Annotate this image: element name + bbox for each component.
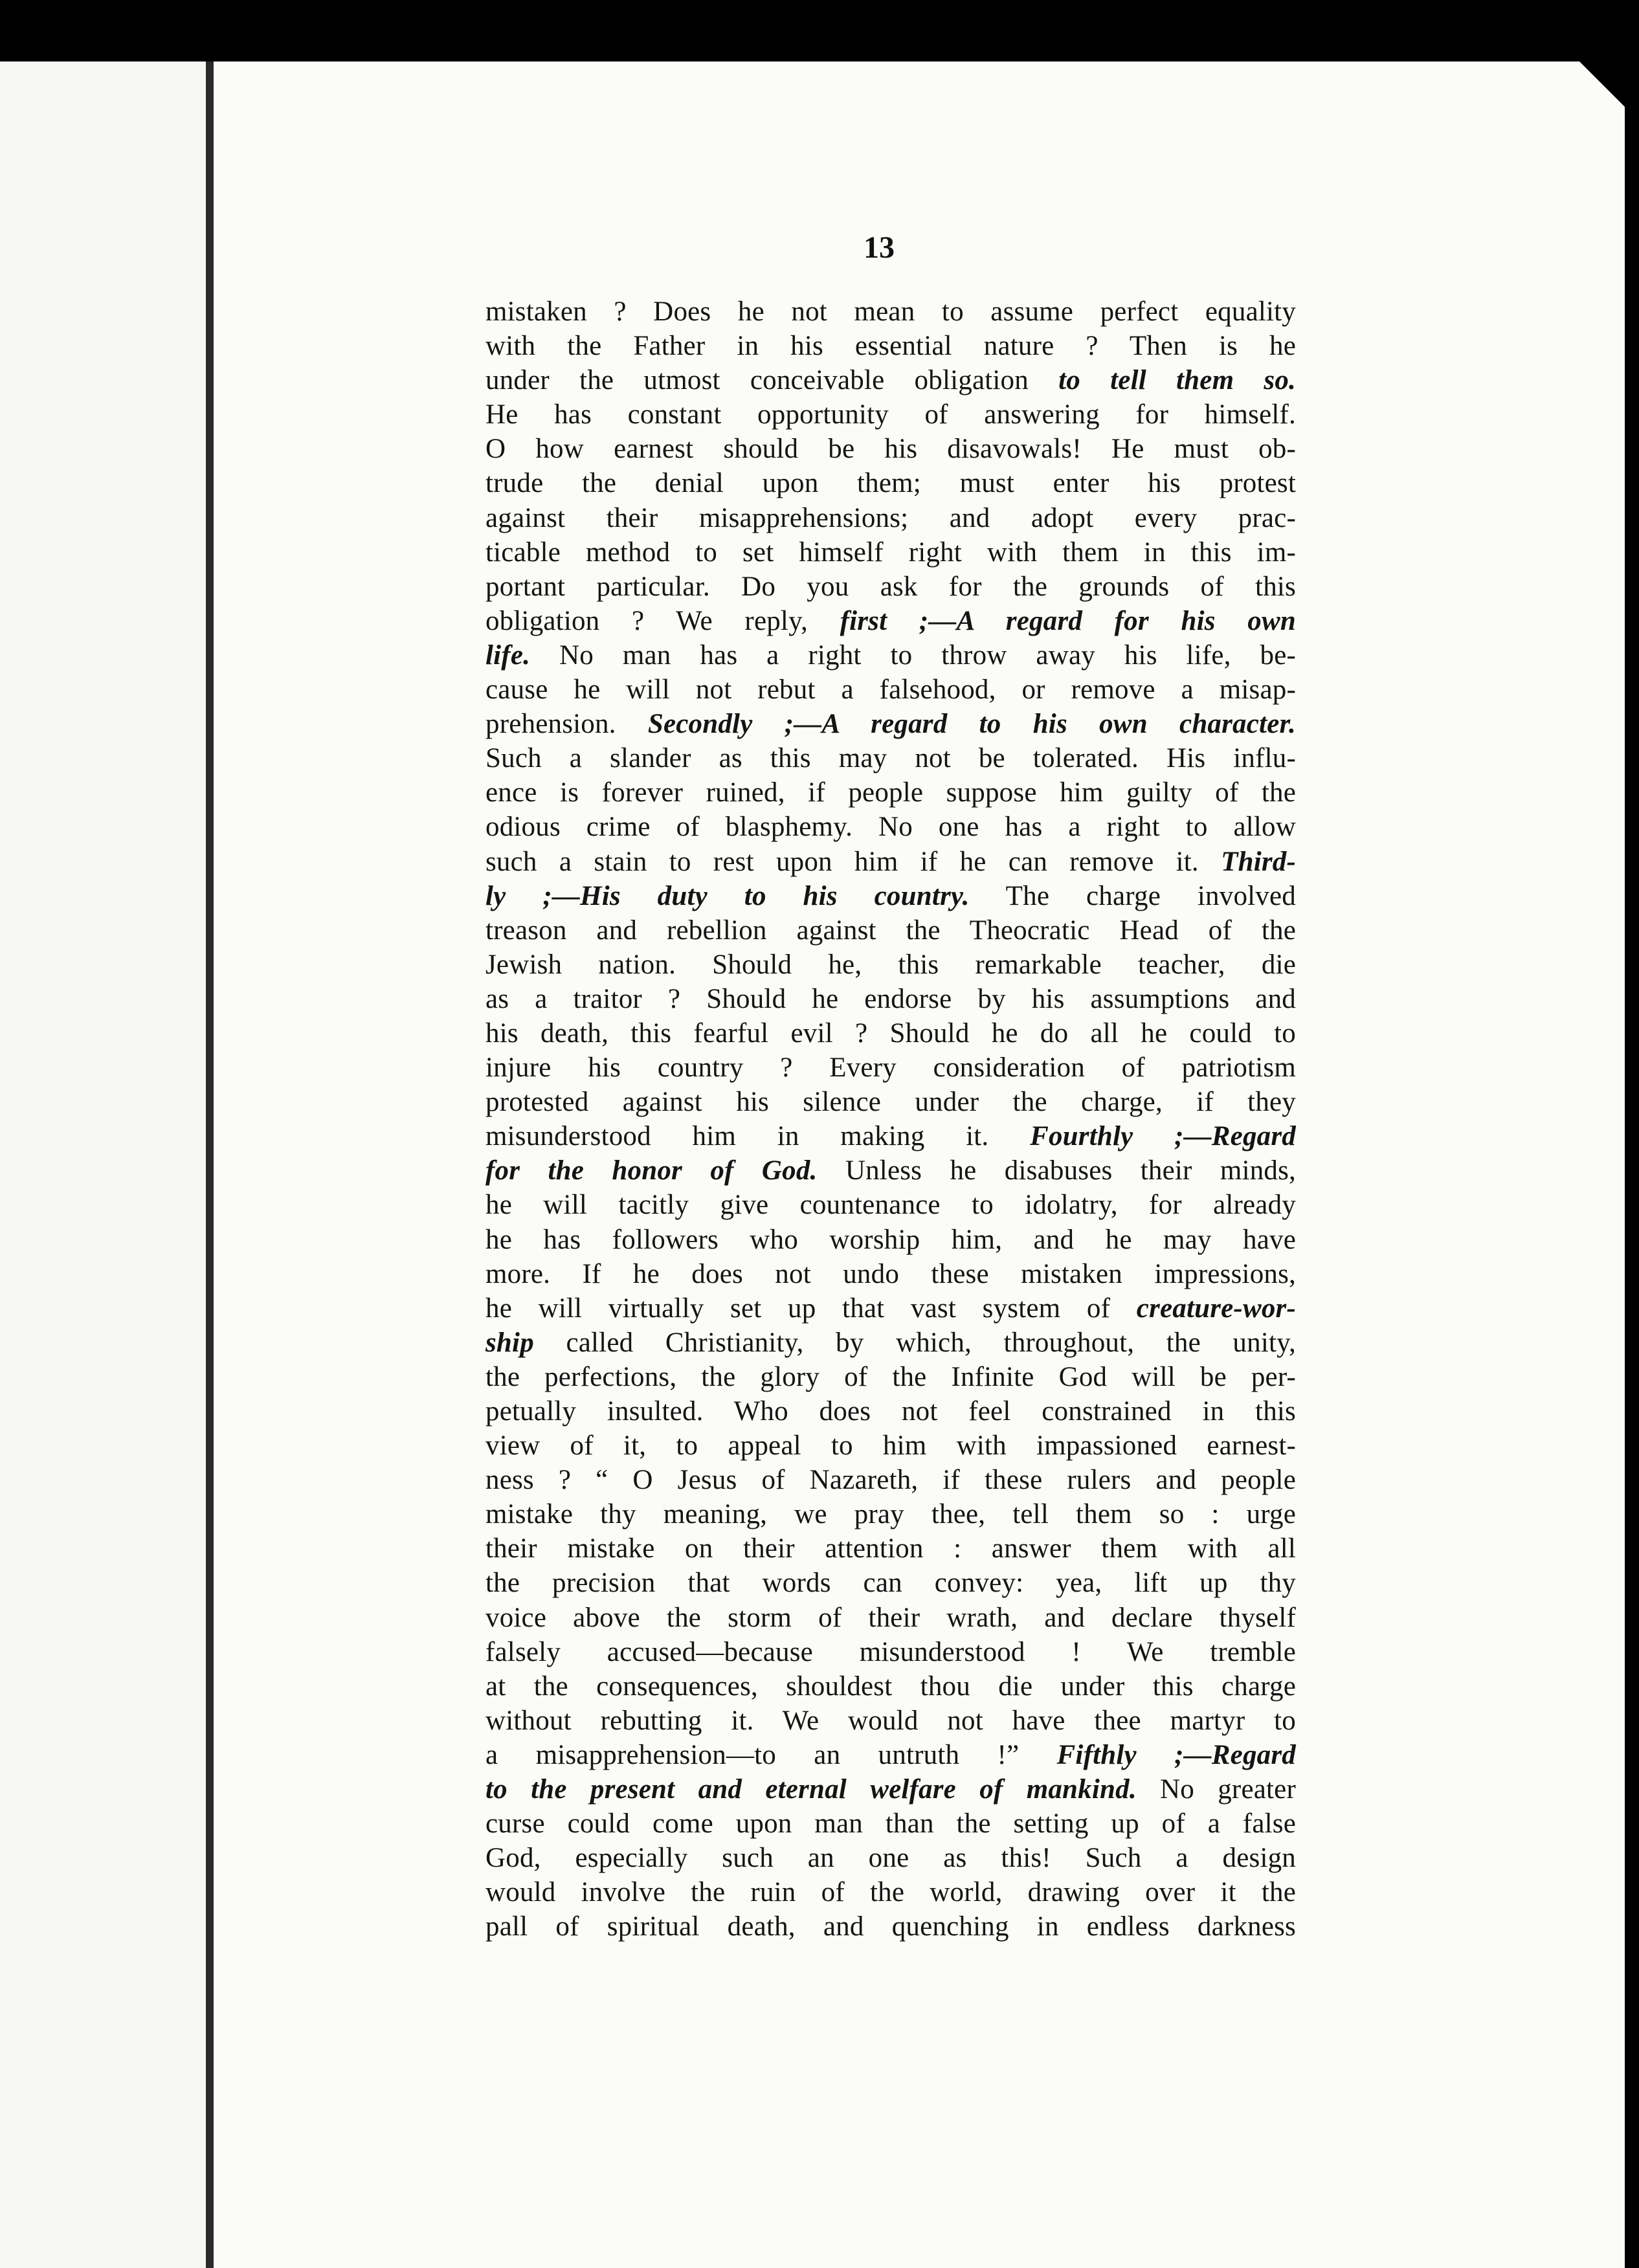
text-line — [485, 707, 1296, 741]
text-span: cause he will not rebut a falsehood, or remove a misap- — [485, 674, 1296, 706]
text-line — [485, 1016, 1296, 1051]
text-span: he will tacitly give countenance to idolatry, for already — [485, 1190, 1296, 1221]
text-line — [485, 1051, 1296, 1085]
text-line — [485, 295, 1296, 329]
text-line — [485, 1326, 1296, 1360]
text-span: he has followers who worship him, and he may have — [485, 1224, 1296, 1255]
text-line — [485, 1257, 1296, 1291]
text-line — [485, 1360, 1296, 1394]
text-line — [485, 1566, 1296, 1600]
text-line — [485, 982, 1296, 1016]
text-span: obligation ? We reply, — [485, 605, 840, 636]
text-span: would involve the ruin of the world, drawing over it the — [485, 1877, 1296, 1908]
text-line — [485, 1223, 1296, 1257]
text-line — [485, 570, 1296, 604]
text-span: the perfections, the glory of the Infinite God will be per- — [485, 1361, 1296, 1392]
text-line — [485, 1841, 1296, 1875]
text-line — [485, 1875, 1296, 1909]
text-span: their mistake on their attention : answer them with all — [485, 1533, 1296, 1564]
text-line — [485, 1394, 1296, 1429]
facing-page-edge — [0, 61, 206, 2268]
text-span: as a traitor ? Should he endorse by his assumptions and — [485, 983, 1296, 1014]
text-span: protested against his silence under the charge, if they — [485, 1087, 1296, 1118]
text-span: God, especially such an one as this! Such a design — [485, 1843, 1296, 1874]
italic-text-span: for the honor of God. — [485, 1155, 818, 1186]
text-line — [485, 432, 1296, 466]
text-line — [485, 1429, 1296, 1463]
text-span: petually insulted. Who does not feel constrained in this — [485, 1396, 1296, 1427]
text-line — [485, 1463, 1296, 1497]
text-line — [485, 363, 1296, 397]
text-span: No greater — [1136, 1774, 1296, 1805]
text-span: odious crime of blasphemy. No one has a right to allow — [485, 812, 1296, 843]
text-span: such a stain to rest upon him if he can remove it. — [485, 846, 1221, 877]
text-span: Such a slander as this may not be tolerated. His influ- — [485, 743, 1296, 774]
text-span: a misapprehension—to an untruth !” — [485, 1739, 1057, 1770]
text-line — [485, 1772, 1296, 1807]
text-span: mistake thy meaning, we pray thee, tell them so : urge — [485, 1499, 1296, 1530]
text-line — [485, 913, 1296, 948]
text-span: mistaken ? Does he not mean to assume perfect equality — [485, 296, 1296, 327]
text-span: curse could come upon man than the setting up of a false — [485, 1808, 1296, 1840]
page-number: 13 — [864, 230, 895, 265]
italic-text-span: creature-wor- — [1136, 1293, 1296, 1324]
text-line — [485, 1909, 1296, 1944]
book-spine — [206, 61, 214, 2268]
text-line — [485, 948, 1296, 982]
text-line — [485, 775, 1296, 810]
text-span: treason and rebellion against the Theocratic Head of the — [485, 915, 1296, 946]
text-line — [485, 466, 1296, 500]
text-span: misunderstood him in making it. — [485, 1121, 1031, 1152]
torn-page-corner — [1579, 61, 1625, 107]
text-span: Jewish nation. Should he, this remarkable teacher, die — [485, 949, 1296, 980]
text-line — [485, 1807, 1296, 1841]
text-span: under the utmost conceivable obligation — [485, 365, 1059, 396]
text-span: injure his country ? Every consideration of patriotism — [485, 1052, 1296, 1084]
text-span: prehension. — [485, 709, 648, 740]
italic-text-span: Secondly ;—A regard to his own character. — [647, 709, 1296, 740]
text-span: He has constant opportunity of answering for himself. — [485, 399, 1296, 430]
text-span: he will virtually set up that vast system of — [485, 1293, 1137, 1324]
text-line — [485, 1291, 1296, 1326]
text-span: his death, this fearful evil ? Should he do all he could to — [485, 1017, 1296, 1049]
italic-text-span: first ;—A regard for his own — [840, 605, 1296, 636]
italic-text-span: Fourthly ;—Regard — [1030, 1121, 1296, 1152]
text-line — [485, 1119, 1296, 1153]
text-span: No man has a right to throw away his life, be- — [530, 639, 1296, 671]
text-line — [485, 1704, 1296, 1738]
text-line — [485, 638, 1296, 673]
text-line — [485, 741, 1296, 775]
text-span: pall of spiritual death, and quenching in endless darkness — [485, 1911, 1296, 1942]
body-text — [485, 295, 1296, 1944]
text-span: Unless he disabuses their minds, — [817, 1155, 1296, 1186]
text-line — [485, 1669, 1296, 1704]
text-span: O how earnest should be his disavowals! He must ob- — [485, 434, 1296, 465]
italic-text-span: to the present and eternal welfare of mankind. — [485, 1774, 1137, 1805]
text-span: ticable method to set himself right with them in this im- — [485, 537, 1296, 568]
text-line — [485, 501, 1296, 535]
text-line — [485, 535, 1296, 570]
italic-text-span: ly ;—His duty to his country. — [485, 880, 970, 911]
italic-text-span: to tell them so. — [1058, 365, 1296, 396]
text-span: at the consequences, shouldest thou die under this charge — [485, 1671, 1296, 1702]
text-line — [485, 397, 1296, 432]
text-span: voice above the storm of their wrath, and declare thyself — [485, 1602, 1296, 1633]
italic-text-span: life. — [485, 639, 531, 671]
text-line — [485, 604, 1296, 638]
text-line — [485, 1085, 1296, 1119]
text-span: ness ? “ O Jesus of Nazareth, if these rulers and people — [485, 1465, 1296, 1496]
text-line — [485, 810, 1296, 844]
text-span: trude the denial upon them; must enter his protest — [485, 468, 1296, 499]
text-span: more. If he does not undo these mistaken impressions, — [485, 1258, 1296, 1289]
text-line — [485, 1188, 1296, 1222]
text-span: with the Father in his essential nature ? Then is he — [485, 331, 1296, 362]
text-span: ence is forever ruined, if people suppose him guilty of the — [485, 777, 1296, 808]
text-span: falsely accused—because misunderstood ! We tremble — [485, 1636, 1296, 1667]
text-line — [485, 673, 1296, 707]
italic-text-span: ship — [485, 1327, 534, 1358]
text-line — [485, 1738, 1296, 1772]
text-span: against their misapprehensions; and adopt every prac- — [485, 502, 1296, 533]
text-span: the precision that words can convey: yea, lift up thy — [485, 1568, 1296, 1599]
text-line — [485, 879, 1296, 913]
text-line — [485, 1153, 1296, 1188]
text-span: without rebutting it. We would not have thee martyr to — [485, 1705, 1296, 1736]
text-line — [485, 1635, 1296, 1669]
text-line — [485, 1531, 1296, 1566]
text-line — [485, 1601, 1296, 1635]
text-span: portant particular. Do you ask for the grounds of this — [485, 571, 1296, 602]
italic-text-span: Fifthly ;—Regard — [1056, 1739, 1296, 1770]
text-line — [485, 1497, 1296, 1531]
text-span: The charge involved — [969, 880, 1296, 911]
text-line — [485, 329, 1296, 363]
italic-text-span: Third- — [1221, 846, 1296, 877]
text-line — [485, 845, 1296, 879]
text-span: view of it, to appeal to him with impassioned earnest- — [485, 1430, 1296, 1462]
text-span: called Christianity, by which, throughout, the unity, — [533, 1327, 1296, 1358]
